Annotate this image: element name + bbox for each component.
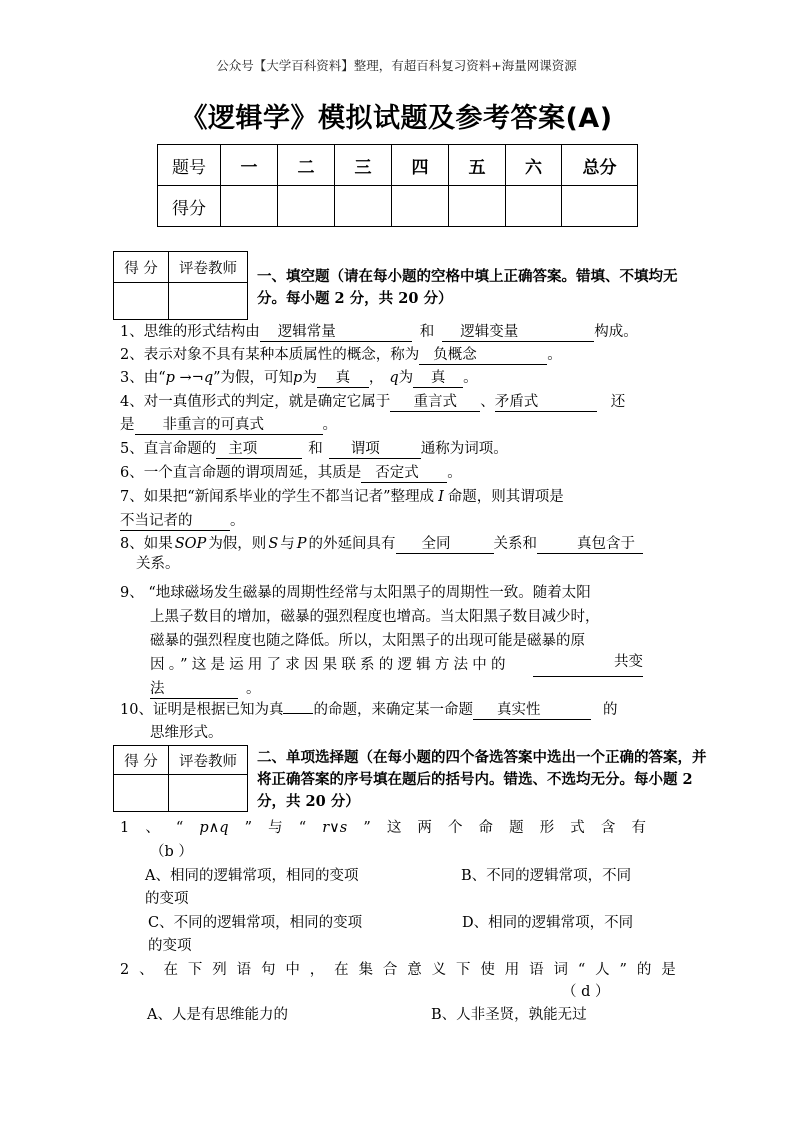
- option-d[interactable]: D、相同的逻辑常项，不同: [462, 915, 634, 931]
- score-row-label: 得分: [158, 186, 221, 227]
- fill-question-8-cont: 关系。: [136, 556, 180, 572]
- answer-blank[interactable]: 非重言的可真式: [135, 416, 323, 435]
- score-header-6: 六: [506, 145, 562, 186]
- grader-teacher-label: 评卷教师: [169, 746, 248, 775]
- score-cell-total[interactable]: [562, 186, 638, 227]
- page-title: 《逻辑学》模拟试题及参考答案(A): [180, 103, 613, 134]
- fill-question-5: 5、直言命题的 主项 和 谓项 通称为词项。: [120, 441, 508, 457]
- option-a[interactable]: A、相同的逻辑常项，相同的变项: [145, 868, 359, 884]
- answer-blank[interactable]: 逻辑变量: [442, 323, 594, 342]
- fill-question-7-cont: 不当记者的 。: [120, 513, 245, 529]
- choice-question-1-answer[interactable]: （b ）: [150, 844, 193, 860]
- option-b-cont: 的变项: [145, 891, 189, 907]
- option-d-cont: 的变项: [148, 938, 192, 954]
- answer-blank[interactable]: 真包含于: [537, 535, 643, 554]
- option-c[interactable]: C、不同的逻辑常项，相同的变项: [148, 915, 363, 931]
- fill-question-8: 8、如果 SOP 为假，则 S 与 P 的外延间具有 全同 关系和 真包含于: [120, 533, 643, 556]
- header-note: 公众号【大学百科资料】整理，有超百科复习资料+海量网课资源: [216, 58, 577, 73]
- grader-box-section1: [113, 251, 248, 320]
- grader-score-cell[interactable]: [114, 775, 169, 812]
- score-cell-1[interactable]: [221, 186, 278, 227]
- answer-blank[interactable]: 负概念: [419, 346, 547, 365]
- fill-question-7: 7、如果把“新闻系毕业的学生不都当记者”整理成 I 命题，则其谓项是: [120, 489, 564, 505]
- answer-blank[interactable]: 否定式: [361, 464, 447, 483]
- choice-question-2-answer[interactable]: （ d ）: [562, 984, 610, 1000]
- score-header-4: 四: [392, 145, 449, 186]
- grader-teacher-cell[interactable]: [169, 775, 248, 812]
- score-header-5: 五: [449, 145, 506, 186]
- answer-blank[interactable]: 共变: [533, 653, 643, 677]
- grader-score-label: 得 分: [114, 746, 169, 775]
- score-cell-3[interactable]: [335, 186, 392, 227]
- score-cell-4[interactable]: [392, 186, 449, 227]
- fill-question-10: 10、证明是根据已知为真 的命题，来确定某一命题 真实性 的: [120, 702, 618, 718]
- fill-question-9: 9、 “地球磁场发生磁暴的周期性经常与太阳黑子的周期性一致。随着太阳 上黑子数目的增加，磁暴的强烈程度也增高。当太阳黑子数目减少时， 磁暴的强烈程度也随之降低。所以，太阳黑子的出现可能是磁暴的原 因。”这是运用了求因果联系的逻辑方法中的 共变 法 。: [120, 585, 643, 697]
- answer-blank[interactable]: 谓项: [329, 440, 421, 459]
- fill-question-6: 6、一个直言命题的谓项周延，其质是 否定式 。: [120, 465, 462, 481]
- grader-score-cell[interactable]: [114, 283, 169, 320]
- fill-question-10-cont: 思维形式。: [150, 725, 223, 741]
- fill-question-3: 3、由“p →¬q”为假，可知p为 真 ， q为 真 。: [120, 370, 478, 386]
- answer-blank[interactable]: 全同: [396, 535, 494, 554]
- score-header-total: 总分: [562, 145, 638, 186]
- answer-blank[interactable]: [283, 713, 313, 714]
- fill-question-4-cont: 是 非重言的可真式 。: [120, 417, 337, 433]
- answer-blank[interactable]: 真: [413, 369, 463, 388]
- option-b[interactable]: B、不同的逻辑常项，不同: [461, 868, 632, 884]
- formula: p →¬q: [165, 370, 214, 386]
- score-header-label: 题号: [158, 145, 221, 186]
- choice-question-2-stem: 2 、 在 下 列 语 句 中 ， 在 集 合 意 义 下 使 用 语 词 “ 人 ” 的 是: [120, 962, 676, 978]
- score-cell-5[interactable]: [449, 186, 506, 227]
- fill-question-4: 4、对一真值形式的判定，就是确定它属于 重言式 、矛盾式 还: [120, 394, 626, 410]
- answer-blank[interactable]: 真: [317, 369, 369, 388]
- fill-question-1: 1、思维的形式结构由 逻辑常量 和 逻辑变量 构成。: [120, 324, 638, 340]
- fill-question-2: 2、表示对象不具有某种本质属性的概念，称为 负概念 。: [120, 347, 562, 363]
- grader-box-section2: [113, 745, 248, 812]
- score-header-1: 一: [221, 145, 278, 186]
- score-cell-2[interactable]: [278, 186, 335, 227]
- answer-blank-cont[interactable]: 法: [150, 680, 238, 699]
- answer-blank[interactable]: 不当记者的: [120, 512, 230, 531]
- score-table-value-row: [158, 186, 638, 227]
- answer-blank[interactable]: 矛盾式: [495, 393, 597, 412]
- choice-question-1-stem: 1 、 “ p∧q ” 与 “ r∨s ” 这 两 个 命 题 形 式 含 有: [120, 820, 646, 836]
- option-a[interactable]: A、人是有思维能力的: [147, 1007, 288, 1023]
- section1-title: 一、填空题（请在每小题的空格中填上正确答案。错填、不填均无分。每小题 2 分，共 20 分）: [257, 268, 678, 307]
- score-header-3: 三: [335, 145, 392, 186]
- grader-score-label: 得 分: [114, 252, 169, 283]
- answer-blank[interactable]: 逻辑常量: [260, 323, 412, 342]
- grader-teacher-label: 评卷教师: [169, 252, 248, 283]
- score-cell-6[interactable]: [506, 186, 562, 227]
- section2-title: 二、单项选择题（在每小题的四个备选答案中选出一个正确的答案，并将正确答案的序号填在题后的括号内。错选、不选均无分。每小题 2 分，共 20 分）: [257, 749, 707, 810]
- score-table-header-row: [158, 145, 638, 186]
- answer-blank[interactable]: 重言式: [390, 393, 480, 412]
- score-header-2: 二: [278, 145, 335, 186]
- grader-teacher-cell[interactable]: [169, 283, 248, 320]
- score-table: [157, 144, 638, 227]
- answer-blank[interactable]: 真实性: [473, 701, 591, 720]
- option-b[interactable]: B、人非圣贤，孰能无过: [431, 1007, 587, 1023]
- answer-blank[interactable]: 主项: [216, 440, 302, 459]
